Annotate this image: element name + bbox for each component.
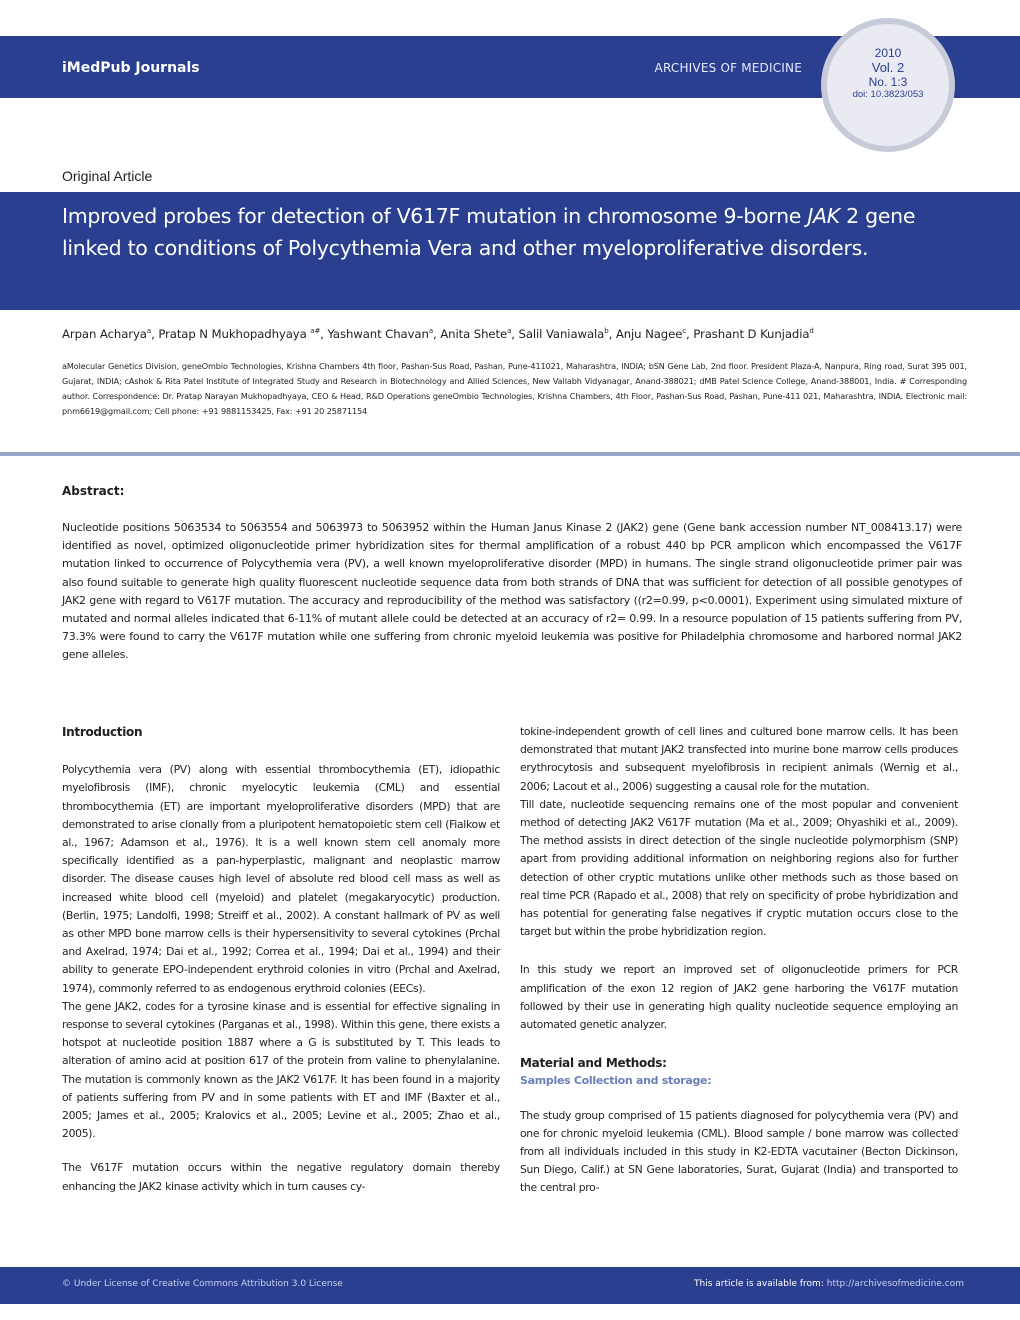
- author: Arpan Acharya$^a$: [62, 327, 152, 341]
- author: Anita Shete$^a$: [440, 327, 512, 341]
- author: Anju Nagee$^c$: [615, 327, 687, 341]
- intro-paragraph-3: The V617F mutation occurs within the negative regulatory domain thereby enhancing the JAK2 kinase activity which in turn causes cy-: [62, 1161, 500, 1193]
- article-title: Improved probes for detection of V617F mutation in chromosome 9-borne JAK 2 gene linked to conditions of Polycythemia Vera and other myeloproliferative disorders.: [62, 204, 916, 260]
- article-type: Original Article: [62, 168, 153, 184]
- issue-year: 2010: [874, 46, 902, 60]
- license-text: © Under License of Creative Commons Attribution 3.0 License: [62, 1279, 343, 1289]
- methods-heading: Material and Methods:: [520, 1056, 667, 1071]
- issue-badge: [821, 18, 955, 152]
- section-divider: [0, 452, 1020, 456]
- right-paragraph-2: Till date, nucleotide sequencing remains one of the most popular and convenient method of detecting JAK2 V617F mutation (Ma et al., 2009; Ohyashiki et al., 2009). The method assists in direct detection of the single nucleotide polymorphism (SNP) apart from providing additional information on neighboring regions also for further detection of other cryptic mutations unlike other methods such as those based on real time PCR (Rapado et al., 2008) that rely on specificity of probe hybridization and has potential for generating false negatives if cryptic mutation occurs close to the target but within the probe hybridization region.: [520, 797, 958, 939]
- issue-doi: doi: 10.3823/053: [852, 89, 924, 100]
- author: Pratap N Mukhopadhyaya $^{a\#}$: [158, 327, 321, 341]
- right-paragraph-1: tokine-independent growth of cell lines and cultured bone marrow cells. It has been demonstrated that mutant JAK2 transfected into murine bone marrow cells produces erythrocytosis and subsequent myelofibrosis in recipient animals (Wernig et al., 2006; Lacout et al., 2006) suggesting a causal role for the mutation.: [520, 725, 958, 793]
- left-column: [62, 723, 500, 1196]
- page-footer: [0, 1267, 1020, 1304]
- issue-number: No. 1:3: [868, 75, 908, 89]
- right-paragraph-3: In this study we report an improved set of oligonucleotide primers for PCR amplification of the exon 12 region of JAK2 gene harboring the V617F mutation followed by their use in generating high quality nucleotide sequence employing an automated genetic analyzer.: [520, 963, 958, 1032]
- article-url-link[interactable]: http://archivesofmedicine.com: [826, 1279, 964, 1289]
- author: Prashant D Kunjadia$^d$: [693, 327, 814, 341]
- affiliations: aMolecular Genetics Division, geneOmbio Technologies, Krishna Chambers 4th floor, Pashan-Sus Road, Pashan, Pune-411021, Maharashtra, INDIA; bSN Gene Lab, 2nd floor. President Plaza-A, Nanpura, Ring road, Surat 395 001, Gujarat, INDIA; cAshok & Rita Patel Institute of Integrated Study and Research in Biotechnology and Allied Sciences, New Vallabh Vidyanagar, Anand-388021; dMB Patel Science College, Anand-388001, India. # Corresponding author. Correspondence: Dr. Pratap Narayan Mukhopadhyaya, CEO & Head, R&D Operations geneOmbio Technologies, Krishna Chambers, 4th Floor, Pashan-Sus Road, Pashan, Pune-411 021, Maharashtra, INDIA. Electronic mail: pnm6619@gmail.com; Cell phone: +91 9881153425, Fax: +91 20 25871154: [62, 361, 967, 416]
- author: Yashwant Chavan$^a$: [327, 327, 434, 341]
- title-italic: JAK: [807, 204, 840, 228]
- methods-paragraph-1: The study group comprised of 15 patients diagnosed for polycythemia vera (PV) and one for chronic myeloid leukemia (CML). Blood sample / bone marrow was collected from all individuals included in this study in K2-EDTA vacutainer (Becton Dickinson, Sun Diego, Calif.) at SN Gene laboratories, Surat, Gujarat (India) and transported to the central pro-: [520, 1108, 958, 1195]
- introduction-heading: Introduction: [62, 725, 143, 739]
- methods-subheading: Samples Collection and storage:: [520, 1074, 712, 1088]
- abstract-text: Nucleotide positions 5063534 to 5063554 and 5063973 to 5063952 within the Human Janus Kinase 2 (JAK2) gene (Gene bank accession number NT_008413.17) were identified as novel, optimized oligonucleotide primer hybridization sites for thermal amplification of a robust 440 bp PCR amplicon which encompassed the V617F mutation linked to occurrence of Polycythemia vera (PV), a well known myeloproliferative disorder (MPD) in humans. The single strand oligonucleotide primer pair was also found suitable to generate high quality fluorescent nucleotide sequence data from both strands of DNA that was sufficient for detection of all possible genotypes of JAK2 gene with regard to V617F mutation. The accuracy and reproducibility of the method was satisfactory ((r2=0.99, p<0.0001). Experiment using simulated mixture of mutated and normal alleles indicated that 6-11% of mutant allele could be detected at an accuracy of r2= 0.99. In a resource population of 15 patients suffering from PV, 73.3% were found to carry the V617F mutation while one suffering from chronic myeloid leukemia was positive for Philadelphia chromosome and harbored normal JAK2 gene alleles.: [62, 521, 962, 662]
- issue-volume: Vol. 2: [871, 60, 905, 75]
- author-list: Arpan Acharya$^a$, Pratap N Mukhopadhyaya $^{a\#}$, Yashwant Chavan$^a$, Anita Shete$^a$, Salil Vaniawala$^b$, Anju Nagee$^c$, Prashant D Kunjadia$^d$: [62, 327, 814, 341]
- title-bar: [0, 192, 1020, 310]
- availability-text: This article is available from: http://archivesofmedicine.com: [694, 1279, 964, 1289]
- intro-paragraph-2: The gene JAK2, codes for a tyrosine kinase and is essential for effective signaling in response to several cytokines (Parganas et al., 1998). Within this gene, there exists a hotspot at nucleotide position 1887 where a G is substituted by T. This leads to alteration of amino acid at position 617 of the protein from valine to phenylalanine. The mutation is commonly known as the JAK2 V617F. It has been found in a majority of patients suffering from PV and in some patients with ET and IMF (Baxter et al., 2005; James et al., 2005; Kralovics et al., 2005; Levine et al., 2005; Zhao et al., 2005).: [62, 999, 500, 1141]
- abstract-heading: Abstract:: [62, 484, 125, 498]
- journal-name: iMedPub Journals: [62, 60, 200, 76]
- right-column: [520, 723, 958, 1198]
- intro-paragraph-1: Polycythemia vera (PV) along with essential thrombocythemia (ET), idiopathic myelofibrosis (IMF), chronic myelocytic leukemia (CML) and essential thrombocythemia (ET) are important myeloproliferative disorders (MPD) that are demonstrated to arise clonally from a pluripotent hematopoietic stem cell (Fialkow et al., 1967; Adamson et al., 1976). It is a well known stem cell anomaly more specifically identified as a pan-hyperplastic, malignant and neoplastic marrow disorder. The disease causes high level of absolute red blood cell mass as well as increased white blood cell (myeloid) and platelet (megakaryocytic) production. (Berlin, 1975; Landolfi, 1998; Streiff et al., 2002). A constant hallmark of PV as well as other MPD bone marrow cells is their hypersensitivity to several cytokines (Prchal and Axelrad, 1974; Dai et al., 1992; Correa et al., 1994; Dai et al., 1994) and their ability to generate EPO-independent erythroid colonies in vitro (Prchal and Axelrad, 1974), commonly referred to as endogenous erythroid colonies (EECs).: [62, 763, 500, 995]
- author: Salil Vaniawala$^b$: [518, 327, 609, 341]
- archive-name: ARCHIVES OF MEDICINE: [654, 61, 802, 75]
